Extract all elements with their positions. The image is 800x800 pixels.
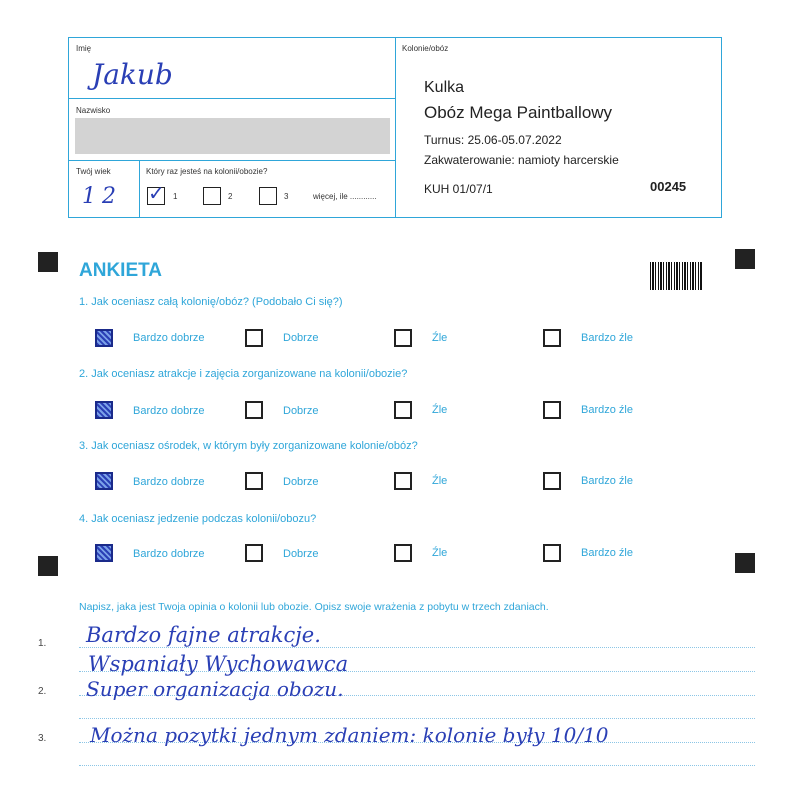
q1-option-very-bad-checkbox[interactable] [543,329,561,347]
q3-option-good-checkbox[interactable] [245,472,263,490]
age-divider [139,160,140,218]
name-value[interactable]: Jakub [92,58,173,91]
q4-option-very-bad-label: Bardzo źle [581,547,633,559]
q4-option-bad-checkbox[interactable] [394,544,412,562]
line-number-2: 2. [38,686,47,697]
q4-option-good-checkbox[interactable] [245,544,263,562]
q1-option-very-good-label: Bardzo dobrze [133,332,205,344]
opinion-prompt: Napisz, jaka jest Twoja opinia o kolonii lub obozie. Opisz swoje wrażenia z pobytu w trzech zdaniach. [79,601,549,613]
q2-option-good-checkbox[interactable] [245,401,263,419]
question-4-text: 4. Jak oceniasz jedzenie podczas kolonii/obozu? [79,513,317,525]
question-1-text: 1. Jak oceniasz całą kolonię/obóz? (Podobało Ci się?) [79,296,343,308]
writing-line [79,718,755,719]
form-number: 00245 [650,179,687,194]
q3-option-bad-label: Źle [432,475,448,487]
times-option-3-label: 3 [284,192,289,201]
q2-option-very-good-checkbox[interactable] [95,401,113,419]
camp-name: Kulka [424,79,465,96]
surname-label: Nazwisko [76,106,111,115]
registration-marker [735,553,755,573]
q1-option-bad-checkbox[interactable] [394,329,412,347]
writing-line [79,765,755,766]
q2-option-good-label: Dobrze [283,405,319,417]
registration-marker [38,252,58,272]
surname-redacted [75,118,390,154]
q4-option-very-good-checkbox[interactable] [95,544,113,562]
accommodation-text: Zakwaterowanie: namioty harcerskie [424,153,619,167]
name-label: Imię [76,44,92,53]
header-row-divider [68,98,395,99]
question-2-text: 2. Jak oceniasz atrakcje i zajęcia zorganizowane na kolonii/obozie? [79,368,408,380]
registration-marker [38,556,58,576]
q1-option-good-checkbox[interactable] [245,329,263,347]
camp-title: Obóz Mega Paintballowy [424,103,613,122]
header-divider [395,37,396,218]
survey-title: ANKIETA [79,260,163,281]
times-more-field[interactable]: więcej, ile ............ [313,192,377,201]
times-option-2-label: 2 [228,192,233,201]
q1-option-bad-label: Źle [432,332,448,344]
q3-option-very-good-checkbox[interactable] [95,472,113,490]
check-mark-icon: ✓ [148,181,165,205]
q3-option-very-bad-label: Bardzo źle [581,475,633,487]
camp-label: Kolonie/obóz [402,44,449,53]
q4-option-very-good-label: Bardzo dobrze [133,548,205,560]
camp-code: KUH 01/07/1 [424,182,493,196]
question-3-text: 3. Jak oceniasz ośrodek, w którym były zorganizowane kolonie/obóz? [79,440,418,452]
opinion-line-1[interactable]: Bardzo fajne atrakcje. [86,623,321,647]
turnus-text: Turnus: 25.06-05.07.2022 [424,133,562,147]
header-row-divider [68,160,395,161]
opinion-line-3[interactable]: Super organizacja obozu. [86,677,344,701]
opinion-line-2[interactable]: Wspaniały Wychowawca [88,652,349,676]
times-option-3-checkbox[interactable] [259,187,277,205]
registration-marker [735,249,755,269]
q4-option-good-label: Dobrze [283,548,319,560]
q2-option-very-good-label: Bardzo dobrze [133,405,205,417]
writing-line [79,647,755,648]
q3-option-bad-checkbox[interactable] [394,472,412,490]
q4-option-very-bad-checkbox[interactable] [543,544,561,562]
times-option-2-checkbox[interactable] [203,187,221,205]
q1-option-very-good-checkbox[interactable] [95,329,113,347]
opinion-line-4[interactable]: Można pozytki jednym zdaniem: kolonie były 10/10 [90,723,609,747]
line-number-3: 3. [38,733,47,744]
q3-option-good-label: Dobrze [283,476,319,488]
times-option-1-label: 1 [173,192,178,201]
q3-option-very-bad-checkbox[interactable] [543,472,561,490]
barcode-icon [650,262,703,290]
q4-option-bad-label: Źle [432,547,448,559]
q2-option-bad-label: Źle [432,404,448,416]
q2-option-bad-checkbox[interactable] [394,401,412,419]
age-value[interactable]: 12 [82,184,122,209]
q3-option-very-good-label: Bardzo dobrze [133,476,205,488]
q2-option-very-bad-label: Bardzo źle [581,404,633,416]
age-label: Twój wiek [76,167,111,176]
q1-option-good-label: Dobrze [283,332,319,344]
q2-option-very-bad-checkbox[interactable] [543,401,561,419]
q1-option-very-bad-label: Bardzo źle [581,332,633,344]
times-label: Który raz jesteś na kolonii/obozie? [146,167,268,176]
line-number-1: 1. [38,638,47,649]
